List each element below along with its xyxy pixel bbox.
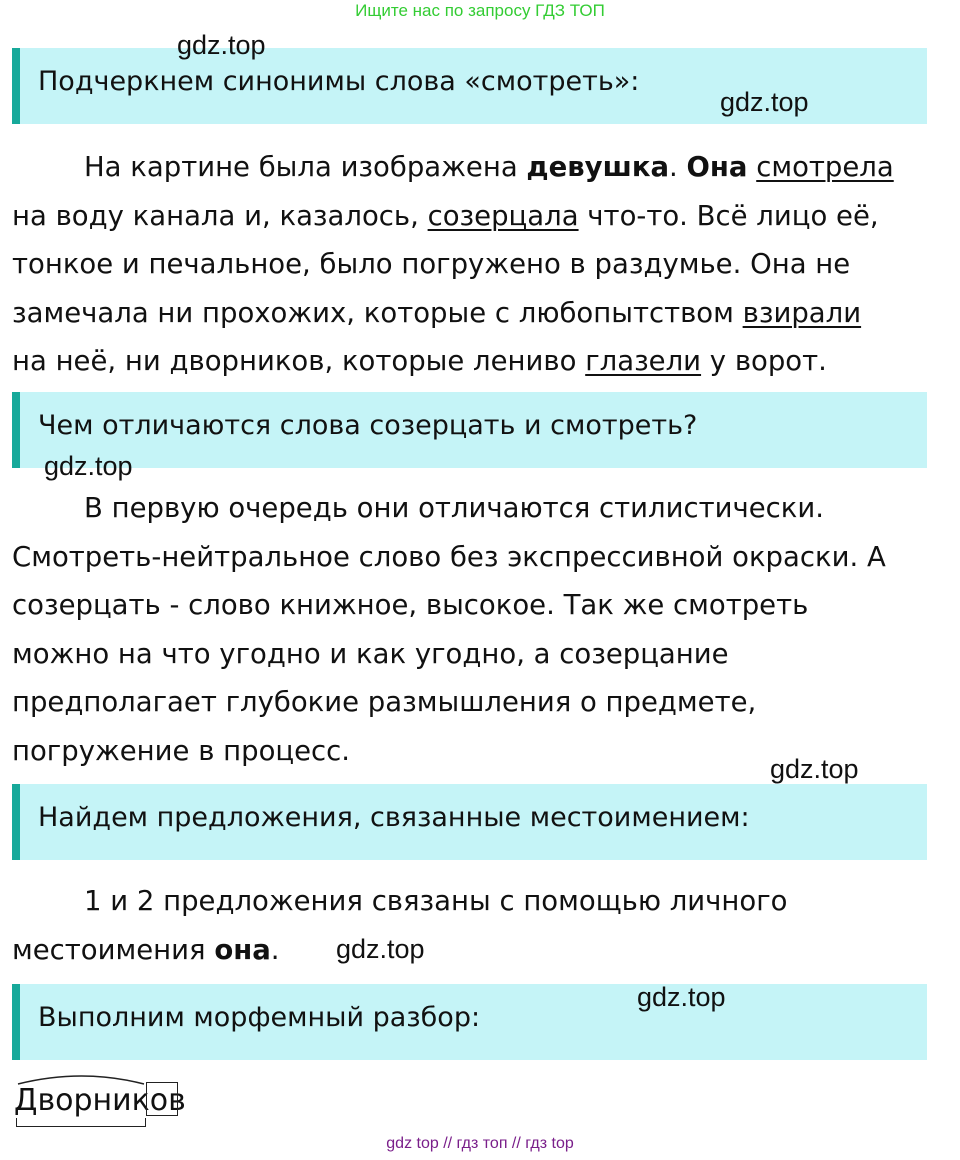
paragraph-pronoun — [12, 877, 927, 974]
bottom-banner: gdz top // гдз топ // гдз top — [386, 1135, 574, 1152]
text — [747, 151, 756, 183]
watermark: gdz.top — [336, 934, 425, 964]
text: На картине была изображена — [84, 151, 527, 183]
text: . — [669, 151, 687, 183]
section-heading-pronoun — [12, 784, 927, 860]
underlined-synonym: взирали — [742, 296, 862, 329]
text: местоимения — [12, 933, 215, 966]
morpheme-analysis — [12, 1066, 192, 1130]
text-line: созерцать - слово книжное, высокое. Так же смотреть — [12, 589, 809, 621]
watermark: gdz.top — [770, 754, 859, 784]
text-line: В первую очередь они отличаются стилистически. — [84, 492, 825, 524]
underlined-synonym: глазели — [585, 345, 702, 377]
text: . — [270, 933, 280, 966]
bold-word: Она — [686, 151, 748, 183]
text-line: погружение в процесс. — [12, 734, 351, 767]
text-line: предполагает глубокие размышления о предмете, — [12, 686, 757, 718]
text-line: можно на что угодно и как угодно, а созерцание — [12, 637, 729, 670]
text: что-то. Всё лицо её, — [578, 199, 879, 232]
underlined-synonym: смотрела — [756, 151, 894, 183]
bold-word: она — [214, 933, 271, 966]
text: у ворот. — [701, 345, 827, 377]
ending-box — [146, 1082, 178, 1116]
watermark: gdz.top — [44, 451, 133, 481]
text-line: Смотреть-нейтральное слово без экспрессивной окраски. А — [12, 540, 886, 573]
heading-text: Подчеркнем синонимы слова «смотреть»: — [38, 66, 640, 97]
top-banner: Ищите нас по запросу ГДЗ ТОП — [355, 1, 605, 20]
text: на неё, ни дворников, которые лениво — [12, 345, 586, 377]
stem-bracket — [16, 1118, 146, 1127]
watermark: gdz.top — [720, 87, 809, 117]
section-heading-morpheme — [12, 984, 927, 1060]
bold-word: девушка — [526, 151, 670, 183]
text-line: тонкое и печальное, было погружено в раздумье. Она не — [12, 248, 851, 280]
underlined-synonym: созерцала — [427, 199, 579, 232]
paragraph-difference — [12, 484, 927, 775]
text: на воду канала и, казалось, — [12, 199, 428, 232]
heading-text: Выполним морфемный разбор: — [38, 1002, 481, 1033]
heading-text: Найдем предложения, связанные местоимением: — [38, 802, 750, 833]
paragraph-synonyms — [12, 143, 927, 386]
section-heading-difference — [12, 392, 927, 468]
heading-text: Чем отличаются слова созерцать и смотреть? — [38, 410, 698, 441]
watermark: gdz.top — [637, 982, 726, 1012]
text-line: 1 и 2 предложения связаны с помощью личного — [84, 885, 788, 917]
watermark: gdz.top — [177, 30, 266, 60]
morph-word: Дворников — [14, 1083, 186, 1118]
text: замечала ни прохожих, которые с любопытством — [12, 296, 743, 329]
